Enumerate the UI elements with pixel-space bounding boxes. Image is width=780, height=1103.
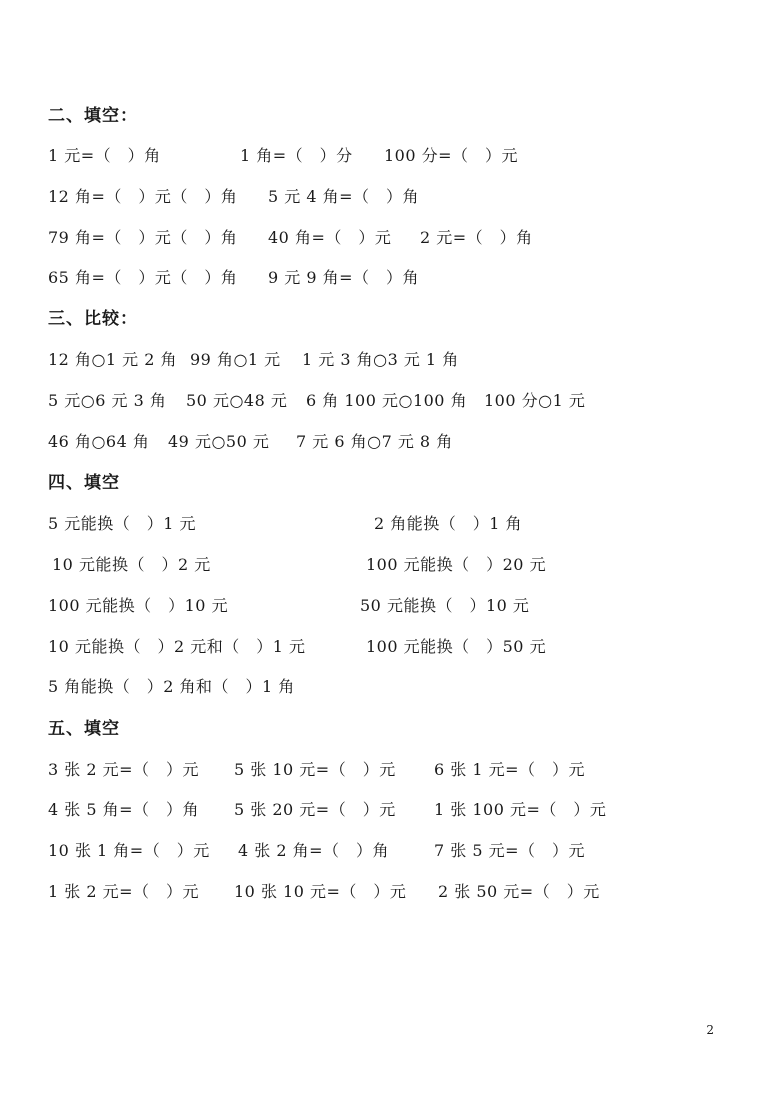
section-heading-compare: 三、比较： xyxy=(48,309,138,329)
exercise-item: 10 元能换（ ）2 元和（ ）1 元 xyxy=(48,637,306,656)
exercise-item: 5 元 4 角=（ ）角 xyxy=(268,187,420,206)
exercise-item: 2 张 50 元=（ ）元 xyxy=(438,882,600,901)
exercise-item: 10 元能换（ ）2 元 xyxy=(52,555,211,574)
exercise-item: 5 张 20 元=（ ）元 xyxy=(234,800,396,819)
exercise-line xyxy=(0,636,780,658)
exercise-item: 99 角○1 元 xyxy=(190,350,281,369)
exercise-line xyxy=(0,186,780,208)
exercise-item: 4 张 5 角=（ ）角 xyxy=(48,800,200,819)
exercise-item: 46 角○64 角 xyxy=(48,432,150,451)
exercise-item: 9 元 9 角=（ ）角 xyxy=(268,268,420,287)
exercise-item: 100 元能换（ ）50 元 xyxy=(366,637,547,656)
exercise-item: 100 分=（ ）元 xyxy=(384,146,519,165)
exercise-line xyxy=(0,267,780,289)
exercise-item: 10 张 1 角=（ ）元 xyxy=(48,841,210,860)
exercise-item: 6 角 100 元○100 角 xyxy=(306,391,468,410)
exercise-item: 5 角能换（ ）2 角和（ ）1 角 xyxy=(48,677,295,696)
exercise-line xyxy=(0,513,780,535)
exercise-item: 65 角=（ ）元（ ）角 xyxy=(48,268,238,287)
exercise-item: 3 张 2 元=（ ）元 xyxy=(48,760,200,779)
exercise-line xyxy=(0,759,780,781)
exercise-line xyxy=(0,554,780,576)
exercise-item: 1 元=（ ）角 xyxy=(48,146,161,165)
exercise-line xyxy=(0,349,780,371)
exercise-line xyxy=(0,431,780,453)
exercise-line xyxy=(0,595,780,617)
exercise-item: 50 元○48 元 xyxy=(186,391,288,410)
exercise-item: 79 角=（ ）元（ ）角 xyxy=(48,228,238,247)
exercise-item: 50 元能换（ ）10 元 xyxy=(360,596,530,615)
exercise-line xyxy=(0,881,780,903)
exercise-item: 1 张 2 元=（ ）元 xyxy=(48,882,200,901)
exercise-item: 40 角=（ ）元 xyxy=(268,228,392,247)
exercise-item: 7 元 6 角○7 元 8 角 xyxy=(296,432,453,451)
exercise-item: 1 张 100 元=（ ）元 xyxy=(434,800,607,819)
exercise-line xyxy=(0,390,780,412)
exercise-item: 1 元 3 角○3 元 1 角 xyxy=(302,350,459,369)
exercise-line xyxy=(0,840,780,862)
exercise-item: 1 角=（ ）分 xyxy=(240,146,353,165)
exercise-item: 100 元能换（ ）20 元 xyxy=(366,555,547,574)
page-number: 2 xyxy=(706,1023,714,1037)
section-heading-fill-in-2: 四、填空 xyxy=(48,473,120,493)
exercise-item: 100 元能换（ ）10 元 xyxy=(48,596,229,615)
exercise-item: 12 角○1 元 2 角 xyxy=(48,350,178,369)
exercise-item: 7 张 5 元=（ ）元 xyxy=(434,841,586,860)
exercise-item: 10 张 10 元=（ ）元 xyxy=(234,882,407,901)
section-heading-fill-in-1: 二、填空： xyxy=(48,106,138,126)
exercise-line xyxy=(0,145,780,167)
exercise-item: 2 元=（ ）角 xyxy=(420,228,533,247)
exercise-item: 6 张 1 元=（ ）元 xyxy=(434,760,586,779)
exercise-item: 49 元○50 元 xyxy=(168,432,270,451)
exercise-item: 5 张 10 元=（ ）元 xyxy=(234,760,396,779)
exercise-item: 12 角=（ ）元（ ）角 xyxy=(48,187,238,206)
exercise-line xyxy=(0,227,780,249)
section-heading-fill-in-3: 五、填空 xyxy=(48,719,120,739)
exercise-item: 4 张 2 角=（ ）角 xyxy=(238,841,390,860)
exercise-item: 100 分○1 元 xyxy=(484,391,586,410)
exercise-item: 5 元○6 元 3 角 xyxy=(48,391,167,410)
exercise-item: 5 元能换（ ）1 元 xyxy=(48,514,197,533)
exercise-item: 2 角能换（ ）1 角 xyxy=(374,514,523,533)
exercise-line xyxy=(0,676,780,698)
exercise-line xyxy=(0,799,780,821)
